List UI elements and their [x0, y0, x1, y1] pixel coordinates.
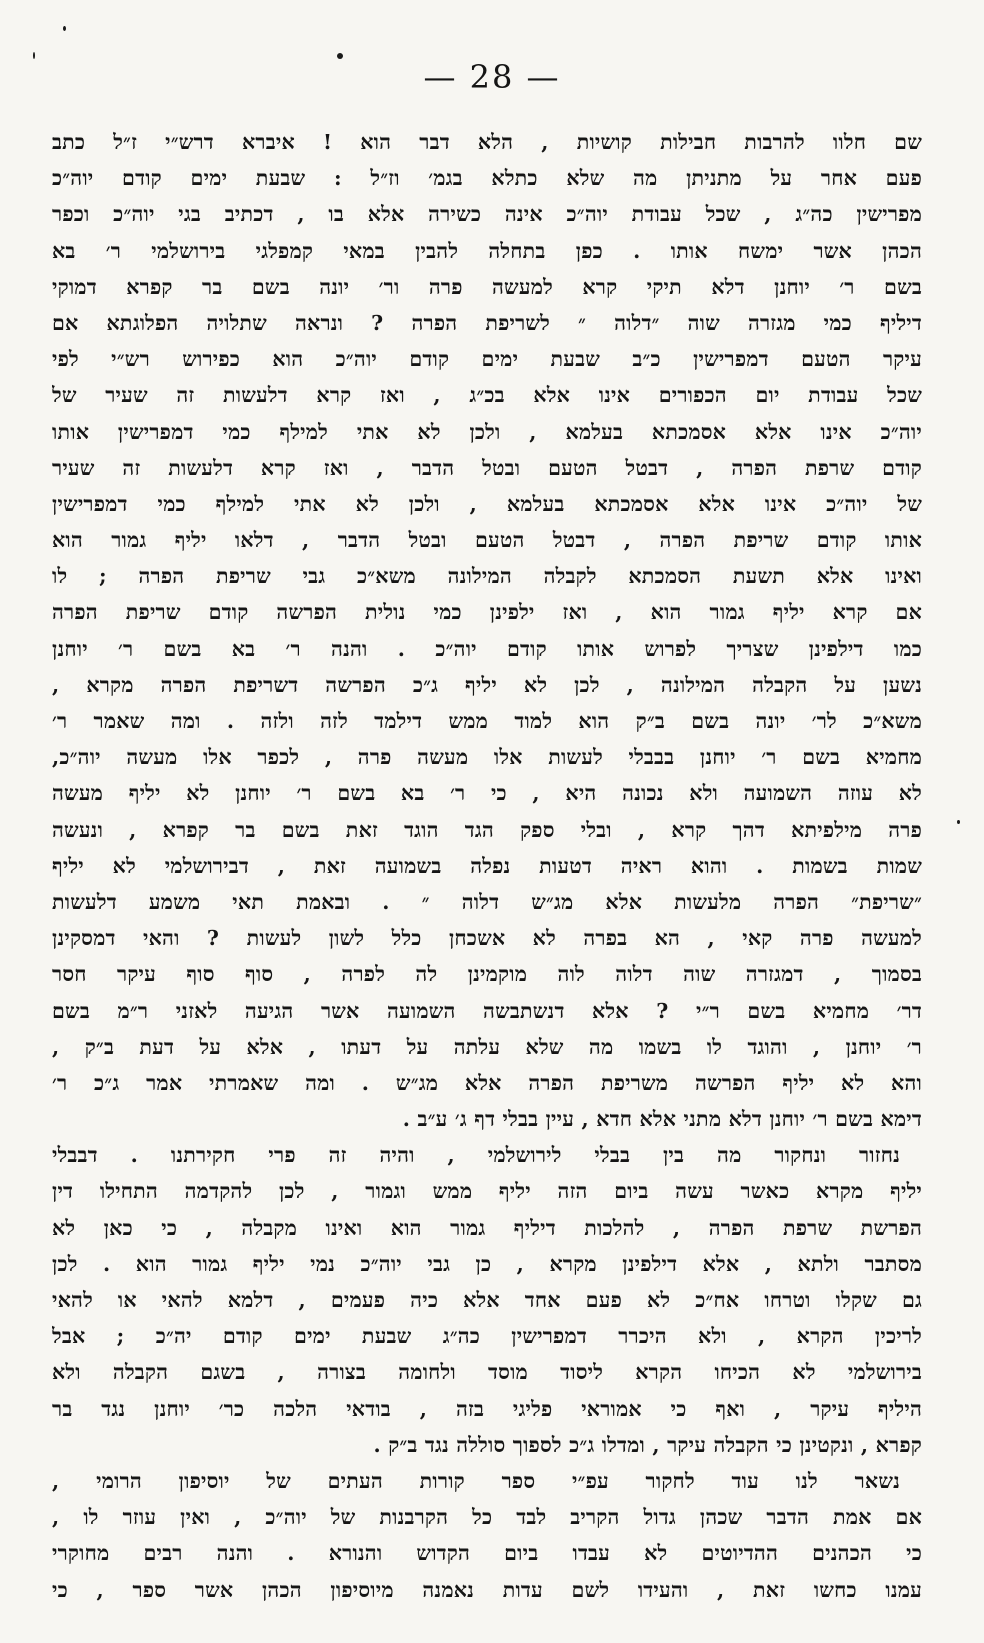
page-number: — 28 — — [423, 58, 561, 96]
text-line: נשען על הקבלה המילונה , לכן לא יליף ג״כ הפרשה דשריפת הפרה מקרא , — [52, 672, 922, 697]
text-line: מפרישין כה״ג , שכל עבודת יוה״כ אינה כשירה אלא בו , דכתיב בגי יוה״כ וכפר — [52, 202, 922, 227]
text-line: כי הכהנים ההדיוטים לא עבדו ביום הקדוש והנורא . והנה רבים מחוקרי — [52, 1541, 922, 1566]
text-line: ואינו אלא תשעת הסמכתא לקבלה המילונה משא״כ גבי שריפת הפרה ; לו — [52, 564, 922, 589]
text-line: דר׳ מחמיא בשם ר״י ? אלא דנשתבשה השמועה אשר הגיעה לאזני ר״מ בשם — [52, 998, 922, 1023]
scan-speck — [63, 26, 66, 31]
text-line: מסתבר ולתא , אלא דילפינן מקרא , כן גבי יוה״כ נמי יליף גמור הוא . לכן — [52, 1251, 922, 1276]
text-line: עיקר הטעם דמפרישין כ״ב שבעת ימים קודם יוה״כ הוא כפירוש רש״י לפי — [52, 347, 922, 372]
text-line: נשאר לנו עוד לחקור עפ״י ספר קורות העתים של יוסיפון הרומי , — [52, 1468, 900, 1493]
text-line: משא״כ לר׳ יונה בשם ב״ק הוא למוד ממש דילמד לזה ולזה . ומה שאמר ר׳ — [52, 709, 922, 733]
page-text — [52, 124, 922, 1608]
text-line: בשם ר׳ יוחנן דלא תיקי קרא למעשה פרה ור׳ יונה בשם בר קפרא דמוקי — [52, 274, 922, 299]
text-line: יוה״כ אינו אלא אסמכתא בעלמא , ולכן לא אתי למילף כמי דמפרישין אותו — [52, 419, 922, 444]
text-line: היליף עיקר , ואף כי אמוראי פליגי בזה , בודאי הלכה כר׳ יוחנן נגד בר — [52, 1396, 922, 1421]
text-line: דיליף כמי מגזרה שוה ״דלוה ״ לשריפת הפרה ? ונראה שתלויה הפלוגתא אם — [52, 310, 922, 335]
text-line: לא עוזה השמועה ולא נכונה היא , כי ר׳ בא בשם ר׳ יוחנן לא יליף מעשה — [52, 781, 922, 806]
text-line: מחמיא בשם ר׳ יוחנן בבבלי לעשות אלו מעשה פרה , לכפר אלו מעשה יוה״כ, — [52, 745, 922, 770]
text-line: לריכין הקרא , ולא היכרר דמפרישין כה״ג שבעת ימים קודם יה״כ ; אבל — [52, 1324, 922, 1349]
text-line: אם קרא יליף גמור הוא , ואז ילפינן כמי נולית הפרשה קודם שריפת הפרה — [52, 600, 922, 625]
text-line: שמות בשמות . והוא ראיה דטעות נפלה בשמועה זאת , דבירושלמי לא יליף — [52, 853, 922, 878]
scan-speck — [957, 820, 960, 824]
text-line: הפרשת שרפת הפרה , להלכות דיליף גמור הוא ואינו מקבלה , כי כאן לא — [52, 1215, 922, 1240]
text-line: פרה מילפיתא דהך קרא , ובלי ספק הגד הוגד זאת בשם בר קפרא , ונעשה — [52, 817, 922, 842]
text-line: ״שריפת״ הפרה מלעשות אלא מג״ש דלוה ״ . ובאמת תאי משמע דלעשות — [52, 889, 922, 914]
text-line: קפרא , ונקטינן כי הקבלה עיקר , ומדלו ג״כ לספוך סוללה נגד ב״ק . — [373, 1432, 922, 1457]
text-line: שם חלוו להרבות חבילות קושיות , הלא דבר הוא ! איברא דרש״י ז״ל כתב — [52, 130, 922, 154]
text-line: בסמוך , דמגזרה שוה דלוה לוה מוקמינן לה לפרה , סוף סוף עיקר חסר — [52, 962, 922, 987]
text-line: אותו קודם שריפת הפרה , דבטל הטעם ובטל הדבר , דלאו יליף גמור הוא — [52, 528, 922, 553]
text-line: של יוה״כ אינו אלא אסמכתא בעלמא , ולכן לא אתי למילף כמי דמפרישין — [52, 491, 922, 516]
text-line: פעם אחר על מתניתן מה שלא כתלא בגמ׳ וז״ל : שבעת ימים קודם יוה״כ — [52, 166, 922, 191]
text-line: הכהן אשר ימשח אותו . כפן בתחלה להבין במאי קמפלגי בירושלמי ר׳ בא — [52, 238, 922, 263]
text-line: בירושלמי לא הכיחו הקרא ליסוד מוסד ולחומה בצורה , בשגם הקבלה ולא — [52, 1360, 922, 1385]
text-line: נחזור ונחקור מה בין בבלי לירושלמי , והיה זה פרי חקירתנו . דבבלי — [52, 1143, 900, 1168]
text-line: שכל עבודת יום הכפורים אינו אלא בכ״ג , ואז קרא דלעשות זה שעיר של — [52, 383, 922, 408]
text-line: ר׳ יוחנן , והוגד לו בשמו מה שלא עלתה על דעתו , אלא על דעת ב״ק , — [52, 1034, 922, 1059]
text-line: למעשה פרה קאי , הא בפרה לא אשכחן כלל לשון לעשות ? והאי דמסקינן — [52, 926, 922, 951]
text-line: עמנו כחשו זאת , והעידו לשם עדות נאמנה מיוסיפון הכהן אשר ספר , כי — [52, 1577, 922, 1602]
text-line: כמו דילפינן שצריך לפרוש אותו קודם יוה״כ . והנה ר׳ בא בשם ר׳ יוחנן — [52, 636, 922, 661]
text-line: יליף מקרא כאשר עשה ביום הזה יליף ממש וגמור , לכן להקדמה התחילו דין — [52, 1179, 922, 1204]
text-line: והא לא יליף הפרשה משריפת הפרה אלא מג״ש . ומה שאמרתי אמר ג״כ ר׳ — [52, 1070, 922, 1095]
text-line: דימא בשם ר׳ יוחנן דלא מתני אלא חדא , עיין בבלי דף ג׳ ע״ב . — [402, 1107, 922, 1132]
text-line: קודם שרפת הפרה , דבטל הטעם ובטל הדבר , ואז קרא דלעשות זה שעיר — [52, 455, 922, 480]
text-line: אם אמת הדבר שכהן גדול הקריב לבד כל הקרבנות של יוה״כ , ואין עוזר לו , — [52, 1505, 922, 1530]
text-line: גם שקלו וטרחו אח״כ לא פעם אחד אלא כיה פעמים , דלמא להאי או להאי — [52, 1288, 922, 1312]
